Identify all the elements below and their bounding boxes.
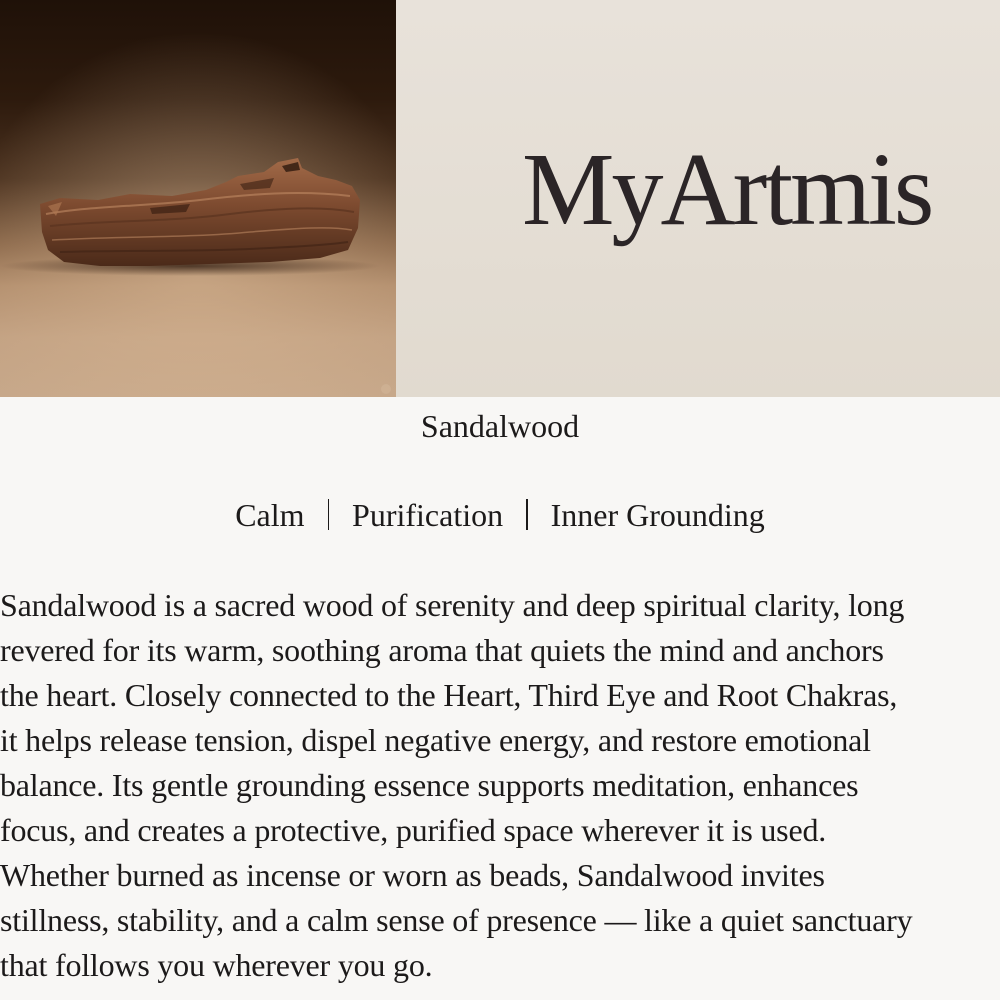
tagline — [0, 493, 1000, 537]
description-line: balance. Its gentle grounding essence supports meditation, enhances — [0, 767, 859, 803]
description-line: Whether burned as incense or worn as beads, Sandalwood invites — [0, 857, 825, 893]
divider — [526, 499, 528, 530]
description-line: Sandalwood is a sacred wood of serenity and deep spiritual clarity, long — [0, 587, 905, 623]
brand-logo: MyArtmis — [522, 132, 932, 247]
sandalwood-photo — [0, 0, 396, 397]
brand-panel — [396, 0, 1000, 397]
description-line: it helps release tension, dispel negative energy, and restore emotional — [0, 722, 871, 758]
description-line: that follows you wherever you go. — [0, 947, 433, 983]
product-description — [0, 583, 1000, 988]
description-line: stillness, stability, and a calm sense of presence — like a quiet sanctuary — [0, 902, 913, 938]
tag-calm: Calm — [235, 497, 305, 533]
tag-inner-grounding: Inner Grounding — [550, 497, 765, 533]
product-title: Sandalwood — [420, 408, 580, 444]
description-line: the heart. Closely connected to the Heart, Third Eye and Root Chakras, — [0, 677, 898, 713]
description-line: focus, and creates a protective, purified space wherever it is used. — [0, 812, 827, 848]
hero-banner — [0, 0, 1000, 397]
tag-purification: Purification — [352, 497, 504, 533]
description-line: revered for its warm, soothing aroma that quiets the mind and anchors — [0, 632, 884, 668]
divider — [328, 499, 330, 530]
